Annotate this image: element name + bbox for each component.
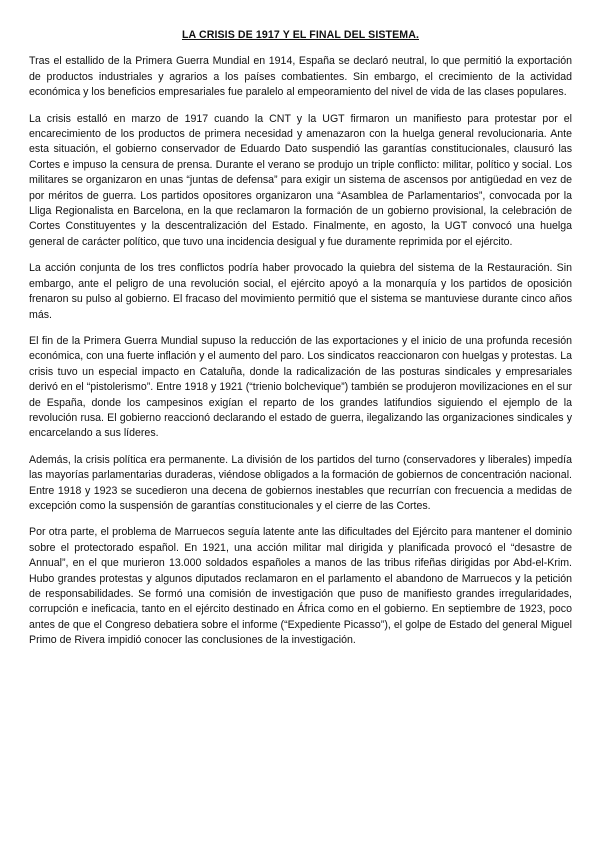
paragraph-political-crisis: Además, la crisis política era permanente. La división de los partidos del turno (conservadores y liberales) impedía las mayorías parlamentarias duraderas, viéndose obligados a la formación de gobiernos de concentración nacional. Entre 1918 y 1923 se sucedieron una decena de gobiernos inestables que recurrían con frecuencia a medidas de excepción como la suspensión de garantías constitucionales y el cierre de las Cortes.	[29, 453, 572, 512]
paragraph-system-survival: La acción conjunta de los tres conflictos podría haber provocado la quiebra del sistema de la Restauración. Sin embargo, ante el peligro de una revolución social, el ejército apoyó a la monarquía y los partidos de oposición frenaron su pulso al gobierno. El fracaso del movimiento permitió que el sistema se mantuviese durante cinco años más.	[29, 262, 572, 321]
paragraph-crisis-1917: La crisis estalló en marzo de 1917 cuando la CNT y la UGT firmaron un manifiesto para protestar por el encarecimiento de los productos de primera necesidad y amenazaron con la huelga general revolucionaria. Ante esta situación, el gobierno conservador de Eduardo Dato suspendió las garantías constitucionales, clausuró las Cortes e impuso la censura de prensa. Durante el verano se produjo un triple conflicto: militar, político y social. Los militares se organizaron en unas “juntas de defensa” para exigir un sistema de ascensos por antigüedad en vez de por méritos de guerra. Los partidos opositores organizaron una “Asamblea de Parlamentarios”, convocada por la Lliga Regionalista en Barcelona, en la que reclamaron la formación de un gobierno provisional, la celebración de Cortes Constituyentes y la descentralización del Estado. Finalmente, en agosto, la UGT convocó una huelga general de carácter político, que tuvo una incidencia desigual y fue duramente reprimida por el ejército.	[29, 112, 572, 248]
paragraph-morocco: Por otra parte, el problema de Marruecos seguía latente ante las dificultades del Ejército para mantener el dominio sobre el protectorado español. En 1921, una acción militar mal dirigida y planificada provocó el “desastre de Annual”, en el que murieron 13.000 soldados españoles a manos de las tribus rifeñas dirigidas por Abd-el-Krim. Hubo grandes protestas y algunos diputados reclamaron en el parlamento el abandono de Marruecos y la petición de responsabilidades. Se formó una comisión de investigación que puso de manifiesto grandes irregularidades, corrupción e ineficacia, tanto en el ejército destinado en África como en el gobierno. En septiembre de 1923, poco antes de que el Congreso debatiera sobre el informe (“Expediente Picasso”), el golpe de Estado del general Miguel Primo de Rivera impidió conocer las conclusiones de la investigación.	[29, 526, 572, 647]
paragraph-postwar-recession: El fin de la Primera Guerra Mundial supuso la reducción de las exportaciones y el inicio de una profunda recesión económica, con una fuerte inflación y el aumento del paro. Los sindicatos reaccionaron con huelgas y protestas. La crisis tuvo un especial impacto en Cataluña, donde la radicalización de las posturas sindicales y empresariales derivó en el “pistolerismo”. Entre 1918 y 1921 (“trienio bolchevique”) también se produjeron movilizaciones en el sur de España, donde los campesinos exigían el reparto de los grandes latifundios siguiendo el ejemplo de la revolución rusa. El gobierno reaccionó declarando el estado de guerra, ilegalizando las organizaciones sindicales y encarcelando a sus líderes.	[29, 334, 572, 440]
paragraph-neutrality: Tras el estallido de la Primera Guerra Mundial en 1914, España se declaró neutral, lo que permitió la exportación de productos industriales y agrarios a los países combatientes. Sin embargo, el crecimiento de la actividad económica y los beneficios empresariales fue paralelo al empeoramiento del nivel de vida de las clases populares.	[29, 55, 572, 99]
document-title: LA CRISIS DE 1917 Y EL FINAL DEL SISTEMA.	[181, 29, 420, 41]
document-page	[29, 28, 572, 660]
